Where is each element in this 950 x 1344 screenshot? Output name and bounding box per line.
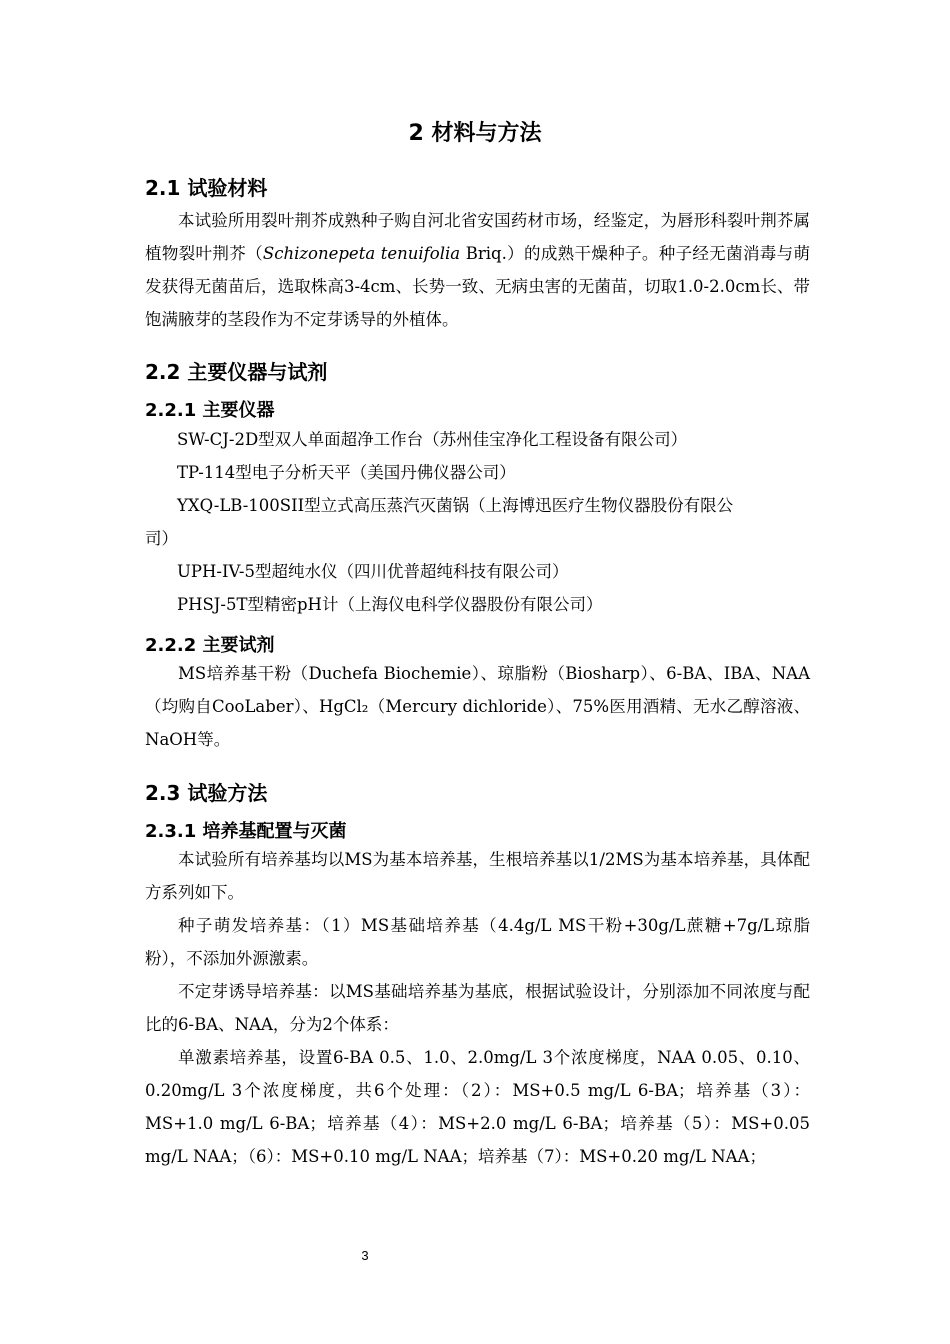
section-heading-2-3-1: 2.3.1 培养基配置与灭菌	[145, 821, 347, 842]
medium-intro-paragraph: 本试验所有培养基均以MS为基本培养基，生根培养基以1/2MS为基本培养基，具体配方系列如下。	[145, 850, 810, 902]
materials-text-a: 本试验所用裂叶荆芥成熟种子购自河北省安国药材市场，经鉴定，为唇形科裂叶荆芥属植物裂叶荆芥（	[145, 211, 810, 263]
page-number: 3	[361, 1248, 369, 1263]
section-heading-2-2-2: 2.2.2 主要试剂	[145, 635, 275, 656]
chapter-title: 2 材料与方法	[408, 121, 542, 146]
section-heading-2-2-1: 2.2.1 主要仪器	[145, 400, 275, 421]
germination-medium-paragraph: 种子萌发培养基：（1）MS基础培养基（4.4g/L MS干粉+30g/L蔗糖+7g/L琼脂粉），不添加外源激素。	[145, 916, 810, 968]
materials-text-b: Briq.）的成熟干燥种子。种子经无菌消毒与萌发获得无菌苗后，选取株高3-4cm、长势一致、无病虫害的无菌苗，切取1.0-2.0cm长、带饱满腋芽的茎段作为不定芽诱导的外植体。	[145, 244, 810, 329]
instrument-item: SW-CJ-2D型双人单面超净工作台（苏州佳宝净化工程设备有限公司）	[177, 430, 688, 449]
species-latin-name: Schizonepeta tenuifolia	[262, 244, 461, 263]
single-hormone-paragraph: 单激素培养基，设置6-BA 0.5、1.0、2.0mg/L 3个浓度梯度，NAA 0.05、0.10、0.20mg/L 3个浓度梯度，共6个处理：（2）：MS+0.5 mg/L 6-BA；培养基（3）：MS+1.0 mg/L 6-BA；培养基（4）：MS+2.0 mg/L 6-BA；培养基（5）：MS+0.05 mg/L NAA；（6）：MS+0.10 mg/L NAA；培养基（7）：MS+0.20 mg/L NAA；	[145, 1048, 810, 1166]
instrument-item: UPH-IV-5型超纯水仪（四川优普超纯科技有限公司）	[177, 562, 569, 581]
section-heading-2-1: 2.1 试验材料	[145, 176, 268, 200]
section-heading-2-3: 2.3 试验方法	[145, 781, 268, 805]
instrument-item: YXQ-LB-100SII型立式高压蒸汽灭菌锅（上海博迅医疗生物仪器股份有限公	[177, 496, 734, 515]
instrument-item: PHSJ-5T型精密pH计（上海仪电科学仪器股份有限公司）	[177, 595, 603, 614]
induction-medium-paragraph: 不定芽诱导培养基：以MS基础培养基为基底，根据试验设计，分别添加不同浓度与配比的6-BA、NAA，分为2个体系：	[145, 982, 810, 1034]
instrument-item: TP-114型电子分析天平（美国丹佛仪器公司）	[177, 463, 516, 482]
reagents-paragraph: MS培养基干粉（Duchefa Biochemie）、琼脂粉（Biosharp）、6-BA、IBA、NAA（均购自CooLaber）、HgCl₂（Mercury dichloride）、75%医用酒精、无水乙醇溶液、NaOH等。	[145, 664, 810, 749]
materials-paragraph	[145, 204, 810, 336]
section-heading-2-2: 2.2 主要仪器与试剂	[145, 360, 328, 384]
instrument-item-continued: 司）	[145, 529, 178, 548]
